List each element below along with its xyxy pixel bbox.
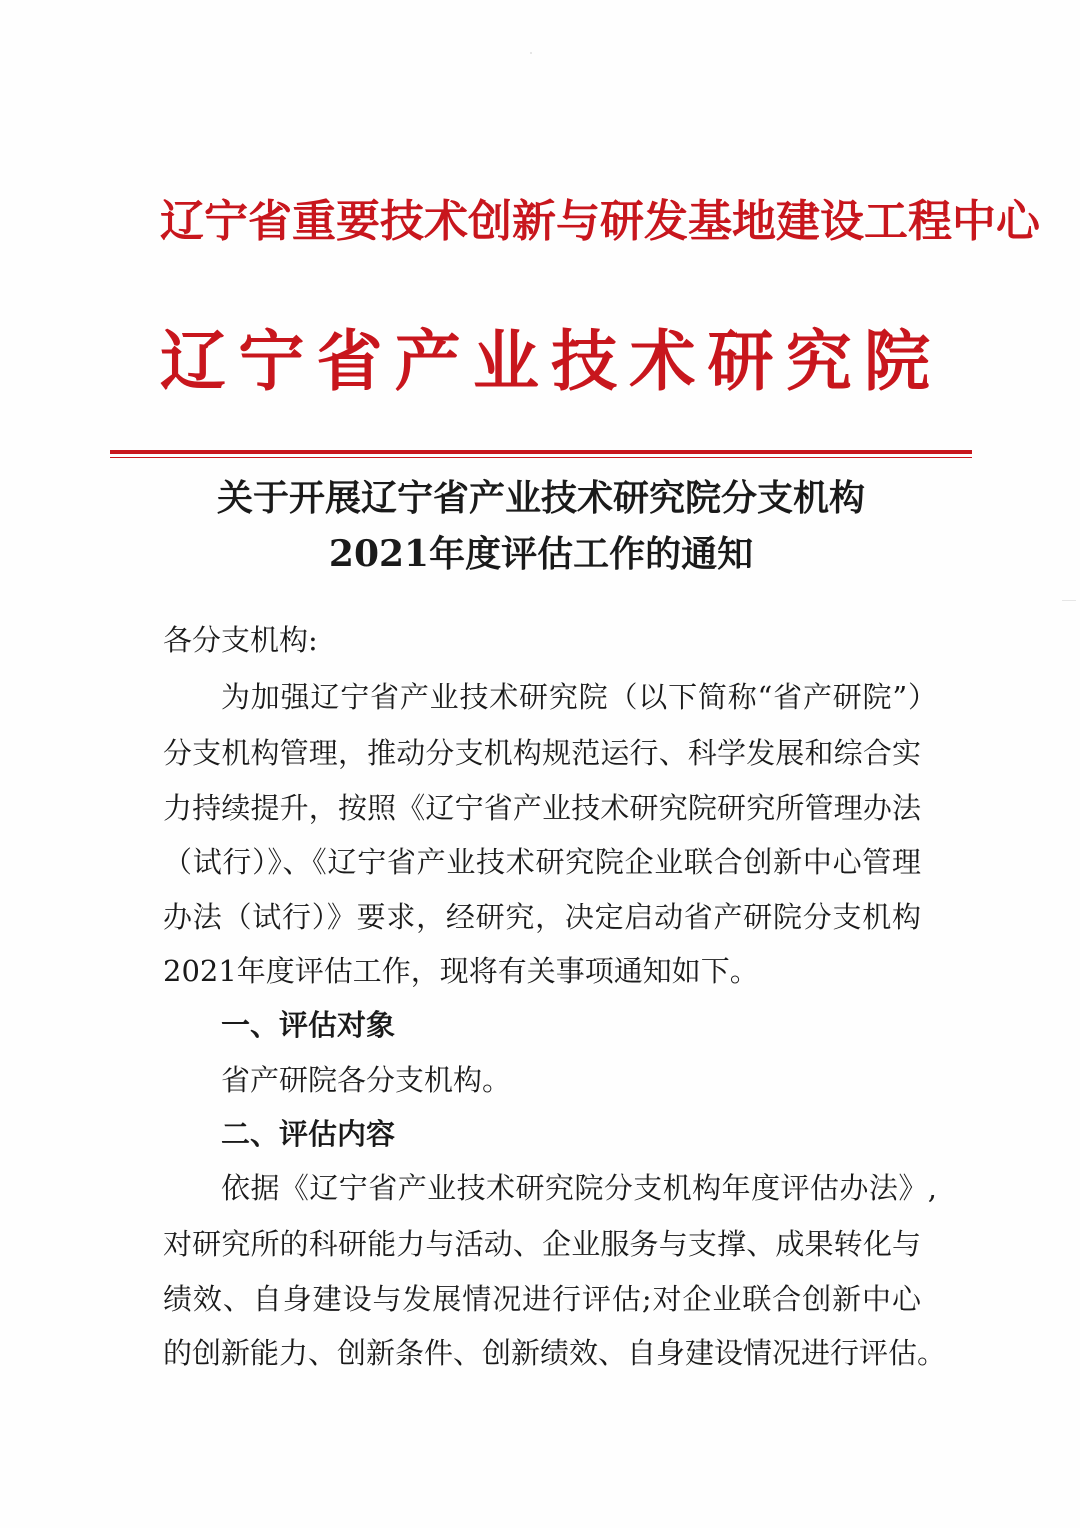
paragraph-1-line-3: 力持续提升，按照《辽宁省产业技术研究院研究所管理办法 [163, 791, 921, 825]
section-2-body-line-1: 依据《辽宁省产业技术研究院分支机构年度评估办法》, [221, 1171, 937, 1205]
scan-speck [530, 52, 532, 54]
paragraph-1-line-4: （试行）》、《辽宁省产业技术研究院企业联合创新中心管理 [163, 845, 921, 879]
section-2-body-line-3: 绩效、自身建设与发展情况进行评估;对企业联合创新中心 [163, 1282, 921, 1316]
paragraph-1-line-2: 分支机构管理，推动分支机构规范运行、科学发展和综合实 [163, 736, 921, 770]
paragraph-1-line-5: 办法（试行）》要求，经研究，决定启动省产研院分支机构 [163, 900, 921, 934]
document-title-line-2: 2021年度评估工作的通知 [328, 533, 754, 575]
salutation: 各分支机构: [163, 623, 318, 657]
paragraph-1-line-1: 为加强辽宁省产业技术研究院（以下简称“省产研院”） [221, 680, 937, 714]
section-2-heading: 二、评估内容 [221, 1117, 396, 1151]
paragraph-1-line-6: 2021年度评估工作，现将有关事项通知如下。 [163, 954, 759, 988]
document-title-line-1: 关于开展辽宁省产业技术研究院分支机构 [216, 477, 865, 519]
section-1-body: 省产研院各分支机构。 [221, 1063, 512, 1097]
issuing-org-name-primary: 辽宁省重要技术创新与研发基地建设工程中心 [160, 196, 1040, 247]
section-2-body-line-2: 对研究所的科研能力与活动、企业服务与支撑、成果转化与 [163, 1227, 921, 1261]
red-header-rule-thin [110, 457, 972, 458]
section-1-heading: 一、评估对象 [221, 1008, 396, 1042]
red-header-rule [110, 450, 972, 454]
scan-speck [1062, 600, 1076, 601]
section-2-body-line-4: 的创新能力、创新条件、创新绩效、自身建设情况进行评估。 [163, 1336, 947, 1370]
issuing-org-name-secondary: 辽宁省产业技术研究院 [160, 323, 930, 400]
